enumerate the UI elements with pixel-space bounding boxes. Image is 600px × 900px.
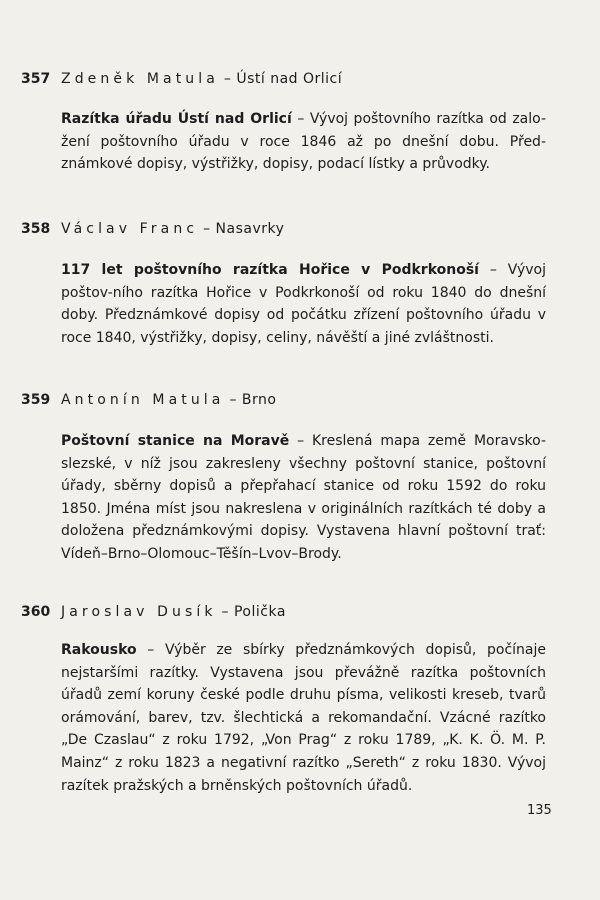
dash: –	[229, 392, 237, 408]
exhibit-title: 117 let poštovního razítka Hořice v Podkrkonoší	[61, 262, 479, 278]
entry-number: 357	[21, 71, 51, 87]
dash: –	[223, 71, 232, 87]
author-name: Zdeněk Matula	[61, 71, 219, 87]
author-place: Nasavrky	[215, 221, 285, 237]
page-number: 135	[527, 803, 552, 818]
entry-author-line	[61, 601, 286, 623]
entry-heading	[0, 68, 600, 90]
entry-number: 358	[21, 221, 51, 237]
entry-description	[61, 430, 546, 566]
dash: –	[297, 111, 305, 127]
entry-360	[0, 601, 600, 794]
exhibit-title: Razítka úřadu Ústí nad Orlicí	[61, 111, 292, 127]
entry-description	[61, 259, 546, 349]
author-name: Antonín Matula	[61, 392, 225, 408]
entry-heading	[0, 218, 600, 240]
author-place: Ústí nad Orlicí	[236, 71, 343, 87]
dash: –	[297, 433, 305, 449]
author-place: Polička	[233, 604, 286, 620]
exhibit-title: Poštovní stanice na Moravě	[61, 433, 290, 449]
dash: –	[221, 604, 230, 620]
entry-number: 359	[21, 392, 51, 408]
exhibit-text: Vývoj poštov-ního razítka Hořice v Podkrkonoší od roku 1840 do dnešní doby. Předznámkové dopisy od počátku zřízení poštovního úřadu v roce 1840, výstřižky, dopisy, celiny, návěští a jiné zvláštnosti.	[61, 262, 547, 346]
entry-description	[61, 108, 546, 176]
exhibit-text: Výběr ze sbírky předznámkových dopisů, počínaje nejstaršími razítky. Vystavena jsou převážně razítka poštovních úřadů zemí koruny české podle druhu písma, velikosti kreseb, tvarů orámování, barev, tzv. šlechtická a rekomandační. Vzácné razítko „De Czaslau“ z roku 1792, „Von Prag“ z roku 1789, „K. K. Ö. M. P. Mainz“ z roku 1823 a negativní razítko „Sereth“ z roku 1830. Vývoj razítek pražských a brněnských poštovních úřadů.	[61, 642, 547, 794]
exhibit-text: Kreslená mapa země Moravsko-slezské, v níž jsou zakresleny všechny poštovní stanice, poštovní úřady, sběrny dopisů a přepřahací stanice od roku 1592 do roku 1850. Jména míst jsou nakreslena v originálních razítkách té doby a doložena předznámkovými dopisy. Vystavena hlavní poštovní trať: Vídeň–Brno–Olomouc–Těšín–Lvov–Brody.	[61, 433, 547, 562]
entry-heading	[0, 601, 600, 623]
entry-heading	[0, 389, 600, 411]
exhibit-text: Vývoj poštovního razítka od zalo-žení poštovního úřadu v roce 1846 až po dnešní dobu. Před-známkové dopisy, výstřižky, dopisy, podací lístky a průvodky.	[61, 111, 547, 173]
entry-359	[0, 389, 600, 562]
entry-author-line	[61, 218, 284, 240]
entry-357	[0, 68, 600, 173]
entry-description	[61, 639, 546, 797]
dash: –	[147, 642, 155, 658]
author-name: Václav Franc	[61, 221, 199, 237]
exhibit-title: Rakousko	[61, 642, 137, 658]
entry-358	[0, 218, 600, 346]
author-name: Jaroslav Dusík	[61, 604, 217, 620]
dash: –	[489, 262, 497, 278]
entry-number: 360	[21, 604, 51, 620]
author-place: Brno	[241, 392, 277, 408]
dash: –	[203, 221, 211, 237]
entry-author-line	[61, 389, 276, 411]
entry-author-line	[61, 68, 342, 90]
